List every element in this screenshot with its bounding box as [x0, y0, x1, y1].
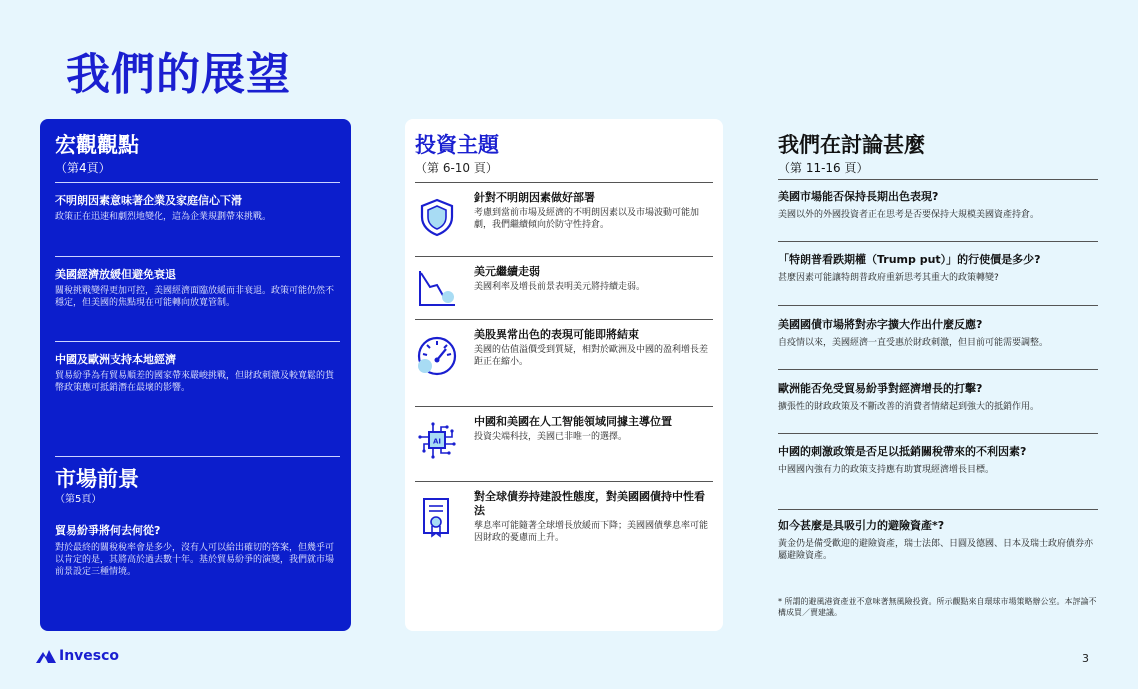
theme-title: 對全球債券持建設性態度，對美國國債持中性看法	[474, 490, 705, 517]
market-text: 對於最終的關稅稅率會是多少，沒有人可以給出確切的答案，但幾乎可以肯定的是，其將高於過去數十年。基於貿易紛爭的演變，我們就市場前景設定三種情境。	[55, 543, 335, 577]
divider	[55, 456, 340, 457]
discussion-answer: 甚麼因素可能讓特朗普政府重新思考其重大的政策轉變?	[778, 273, 999, 283]
logo-text: Invesco	[59, 648, 120, 664]
ai-chip-icon	[415, 419, 459, 463]
theme-desc: 美國的估值溢價受到質疑，相對於歐洲及中國的盈利增長差距正在縮小。	[474, 345, 709, 367]
page-number: 3	[1082, 652, 1089, 665]
discussion-item	[778, 316, 1098, 349]
themes-title: 投資主題	[415, 133, 499, 157]
theme-text	[474, 265, 713, 293]
divider	[778, 509, 1098, 510]
theme-title: 針對不明朗因素做好部署	[474, 191, 595, 204]
theme-text	[474, 415, 713, 443]
theme-text	[474, 490, 713, 544]
divider	[778, 241, 1098, 242]
discussion-question: 美國國債市場將對赤字擴大作出什麼反應?	[778, 318, 983, 331]
macro-item-title: 中國及歐洲支持本地經濟	[55, 353, 176, 366]
divider	[55, 341, 340, 342]
declining-chart-icon	[415, 265, 459, 309]
discussion-item	[778, 251, 1098, 284]
market-pages: （第5頁）	[55, 494, 102, 505]
divider	[55, 256, 340, 257]
theme-title: 中國和美國在人工智能領域同據主導位置	[474, 415, 672, 428]
footnote: * 所謂的避風港資產並不意味著無風險投資。所示觀點來自環球市場策略辦公室。本評論不構成買／賣建議。	[778, 597, 1097, 617]
theme-title: 美股異常出色的表現可能即將結束	[474, 328, 639, 341]
theme-desc: 考慮到當前市場及經濟的不明朗因素以及市場波動可能加劇，我們繼續傾向於防守性持倉。	[474, 208, 700, 230]
divider	[415, 319, 713, 320]
macro-item-text: 關稅挑戰變得更加可控，美國經濟面臨放緩而非衰退。政策可能仍然不穩定，但美國的焦點現在可能轉向放寬管制。	[55, 286, 335, 308]
themes-panel	[405, 119, 723, 631]
macro-item	[55, 266, 340, 309]
discussion-question: 中國的刺激政策是否足以抵銷關稅帶來的不利因素?	[778, 445, 1027, 458]
macro-item-title: 美國經濟放緩但避免衰退	[55, 268, 176, 281]
discussion-pages: （第 11-16 頁）	[778, 161, 869, 175]
shield-icon	[415, 195, 459, 239]
theme-item	[415, 191, 713, 251]
discussion-answer: 中國國內強有力的政策支持應有助實現經濟增長目標。	[778, 465, 995, 475]
theme-text	[474, 191, 713, 231]
theme-text	[474, 328, 713, 368]
mountain-icon	[36, 649, 56, 663]
discussion-item	[778, 380, 1098, 413]
theme-desc: 美國利率及增長前景表明美元將持續走弱。	[474, 282, 646, 292]
discussion-question: 美國市場能否保持長期出色表現?	[778, 190, 939, 203]
theme-item	[415, 490, 713, 560]
invesco-logo	[36, 648, 119, 664]
theme-item	[415, 415, 713, 475]
divider	[778, 369, 1098, 370]
discussion-answer: 黃金仍是備受歡迎的避險資產，瑞士法郎、日圓及德國、日本及瑞士政府債券亦屬避險資產。	[778, 539, 1094, 561]
theme-item	[415, 328, 713, 398]
themes-pages: （第 6-10 頁）	[415, 161, 498, 175]
divider	[415, 406, 713, 407]
divider	[415, 256, 713, 257]
theme-desc: 投資尖端科技，美國已非唯一的選擇。	[474, 432, 628, 442]
macro-panel	[40, 119, 351, 631]
market-title: 市場前景	[55, 467, 139, 491]
divider	[55, 182, 340, 183]
macro-pages: （第4頁）	[55, 161, 111, 175]
discussion-question: 如今甚麼是具吸引力的避險資產*?	[778, 519, 945, 532]
speedometer-icon	[415, 334, 459, 378]
discussion-title: 我們在討論甚麼	[778, 133, 925, 157]
discussion-answer: 美國以外的外國投資者正在思考是否要保持大規模美國資產持倉。	[778, 210, 1040, 220]
discussion-question: 「特朗普看跌期權（Trump put）」的行使價是多少?	[778, 253, 1041, 266]
discussion-item	[778, 443, 1098, 476]
macro-item	[55, 192, 340, 223]
theme-item	[415, 265, 713, 315]
divider	[415, 182, 713, 183]
macro-item-text: 政策正在迅速和劇烈地變化，這為企業規劃帶來挑戰。	[55, 212, 272, 222]
discussion-item	[778, 517, 1098, 562]
macro-item	[55, 351, 340, 394]
theme-title: 美元繼續走弱	[474, 265, 540, 278]
divider	[778, 179, 1098, 180]
market-question: 貿易紛爭將何去何從?	[55, 524, 161, 537]
discussion-question: 歐洲能否免受貿易紛爭對經濟增長的打擊?	[778, 382, 983, 395]
page-title: 我們的展望	[66, 49, 291, 100]
macro-item-text: 貿易紛爭為有貿易順差的國家帶來嚴峻挑戰，但財政刺激及較寬鬆的貨幣政策應可抵銷潛在最壞的影響。	[55, 371, 335, 393]
discussion-item	[778, 188, 1098, 221]
divider	[415, 481, 713, 482]
svg-text:AI: AI	[432, 437, 442, 446]
discussion-answer: 自疫情以來，美國經濟一直受惠於財政刺激，但目前可能需要調整。	[778, 338, 1049, 348]
discussion-answer: 擴張性的財政政策及不斷改善的消費者情緒起到強大的抵銷作用。	[778, 402, 1040, 412]
divider	[778, 433, 1098, 434]
divider	[778, 305, 1098, 306]
macro-item-title: 不明朗因素意味著企業及家庭信心下滑	[55, 194, 242, 207]
theme-desc: 孳息率可能隨著全球增長放緩而下降；美國國債孳息率可能因財政的憂慮而上升。	[474, 521, 709, 543]
macro-title: 宏觀觀點	[55, 133, 139, 157]
certificate-icon	[415, 496, 459, 540]
